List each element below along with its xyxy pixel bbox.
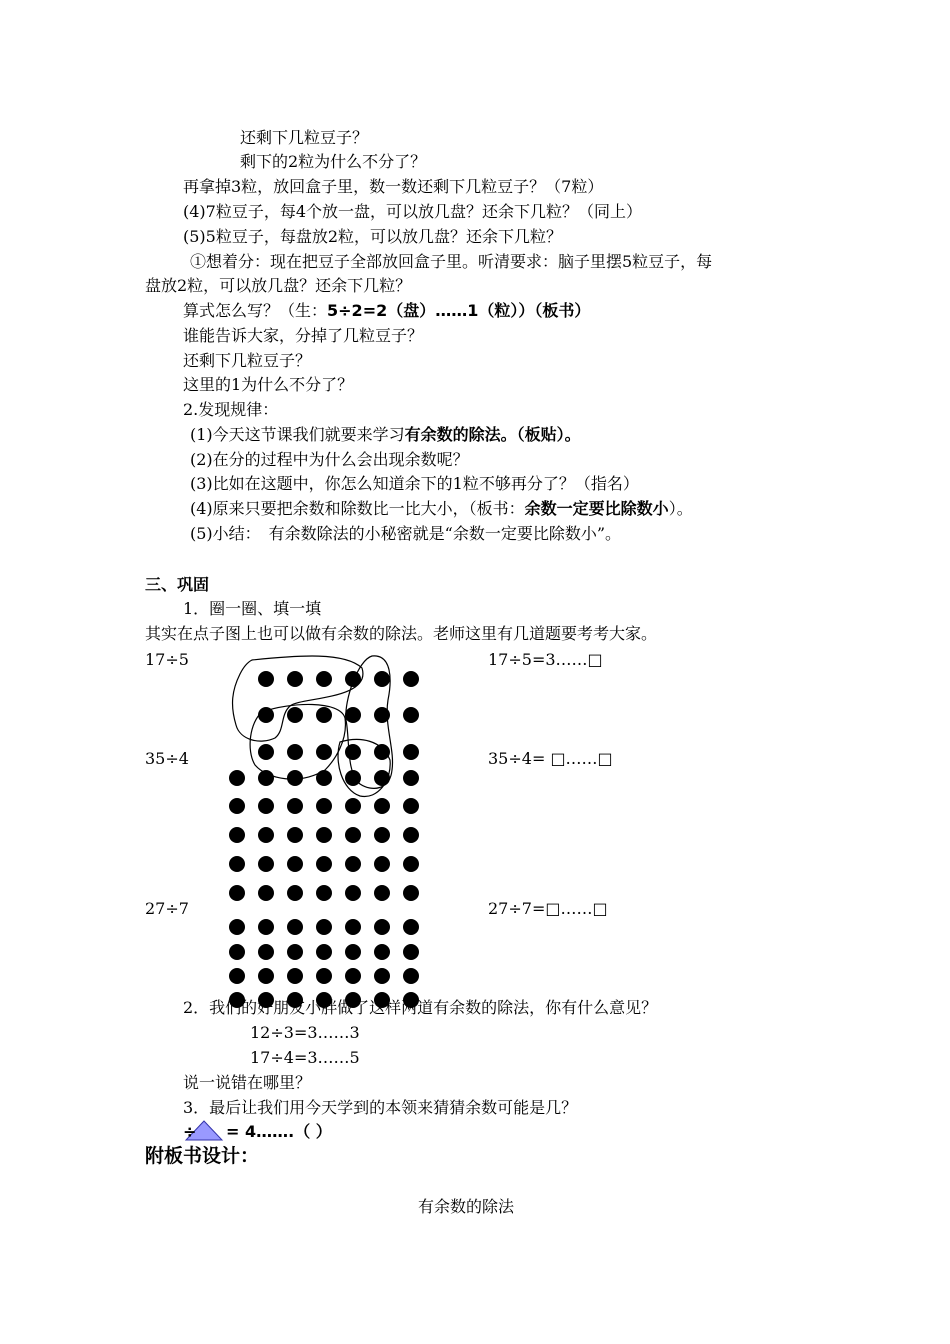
dot [345,885,361,901]
dot [229,968,245,984]
dot [258,885,274,901]
text-line: 1．圈一圈、填一填 [183,599,322,618]
dot [345,827,361,843]
dot [403,671,419,687]
problem-answer: 27÷7=□……□ [488,899,608,918]
text-span: ）。 [668,499,693,518]
dot [403,798,419,814]
circling-loop [338,739,390,796]
text-span: (1)今天这节课我们就要来学习 [190,425,405,444]
problem-label: 27÷7 [145,899,189,918]
dot [287,707,303,723]
dot [316,856,332,872]
dot [229,856,245,872]
text-line: (5)小结： 有余数除法的小秘密就是“余数一定要比除数小”。 [190,524,622,543]
dot [258,770,274,786]
dot [316,944,332,960]
dot [345,856,361,872]
dot [287,856,303,872]
rule-bold: 余数一定要比除数小 [524,499,669,518]
text-line: (4)7粒豆子，每4个放一盘，可以放几盘？还余下几粒？（同上） [183,202,643,221]
dot [287,827,303,843]
dot [345,968,361,984]
dot [229,885,245,901]
board-design-heading: 附板书设计： [145,1145,260,1167]
equation: 12÷3=3……3 [250,1023,360,1042]
text-line: 再拿掉3粒，放回盒子里，数一数还剩下几粒豆子？（7粒） [183,177,604,196]
problem-answer: 17÷5=3……□ [488,650,603,669]
text-line: 说一说错在哪里？ [183,1073,312,1092]
dot [258,798,274,814]
text-line: 还剩下几粒豆子？ [240,128,369,147]
dot [316,827,332,843]
dot [258,827,274,843]
dot [258,671,274,687]
text-line: 2．我们的好朋友小胖做了这样两道有余数的除法，你有什么意见？ [183,998,658,1017]
equation: 17÷4=3……5 [250,1048,360,1067]
division-symbol: ÷ [183,1122,197,1141]
text-line: 3．最后让我们用今天学到的本领来猜猜余数可能是几？ [183,1098,578,1117]
dot-grid [229,671,419,1008]
dot [345,944,361,960]
dot [345,744,361,760]
dot [287,671,303,687]
dot [403,744,419,760]
dot [316,707,332,723]
dot [287,919,303,935]
text-line: 剩下的2粒为什么不分了？ [240,152,427,171]
dot [258,968,274,984]
dot [316,671,332,687]
dot [403,770,419,786]
dot [316,744,332,760]
dot [258,944,274,960]
dot [258,919,274,935]
text-line: 2.发现规律： [183,400,279,419]
dot [287,744,303,760]
dot [374,671,390,687]
text-line: 其实在点子图上也可以做有余数的除法。老师这里有几道题要考考大家。 [145,624,658,643]
text-line: 这里的1为什么不分了？ [183,375,354,394]
dot [316,919,332,935]
dot [229,944,245,960]
text-line: (3)比如在这题中，你怎么知道余下的1粒不够再分了？（指名） [190,474,639,493]
dot [287,885,303,901]
dot [374,885,390,901]
dot [229,919,245,935]
guess-equation: = 4…….（ ） [226,1122,332,1141]
dot [374,798,390,814]
dot [287,968,303,984]
dot [229,770,245,786]
dot [374,744,390,760]
section-heading: 三、巩固 [145,575,210,594]
dot [403,827,419,843]
dot [374,919,390,935]
formula-bold: 5÷2=2（盘）……1（粒））（板书） [327,301,591,320]
text-line: 还剩下几粒豆子？ [183,351,312,370]
dot [316,968,332,984]
text-span: 算式怎么写？（生： [183,301,328,320]
dot [316,798,332,814]
dot [258,856,274,872]
dot [316,885,332,901]
dot [229,827,245,843]
dot [374,968,390,984]
dot [374,856,390,872]
dot [229,798,245,814]
text-span: (4)原来只要把余数和除数比一比大小，（板书： [190,499,525,518]
board-title: 有余数的除法 [418,1197,515,1216]
dot [403,919,419,935]
problem-label: 35÷4 [145,749,189,768]
text-line: (5)5粒豆子，每盘放2粒，可以放几盘？还余下几粒？ [183,227,563,246]
dot [345,798,361,814]
text-line: (2)在分的过程中为什么会出现余数呢？ [190,450,469,469]
problem-answer: 35÷4= □……□ [488,749,613,768]
dot [403,885,419,901]
dot [403,707,419,723]
text-line: 谁能告诉大家，分掉了几粒豆子？ [183,326,424,345]
dot [374,944,390,960]
dot [403,968,419,984]
dot [403,856,419,872]
dot [345,919,361,935]
text-line: 盘放2粒，可以放几盘？还余下几粒？ [145,276,412,295]
problem-label: 17÷5 [145,650,189,669]
dot [316,770,332,786]
dot [345,707,361,723]
dot [403,944,419,960]
dot [258,744,274,760]
text-line: ①想着分：现在把豆子全部放回盒子里。听清要求：脑子里摆5粒豆子，每 [190,252,713,271]
dot [287,944,303,960]
dot [374,827,390,843]
topic-bold: 有余数的除法。（板贴）。 [404,425,581,444]
dot [287,798,303,814]
